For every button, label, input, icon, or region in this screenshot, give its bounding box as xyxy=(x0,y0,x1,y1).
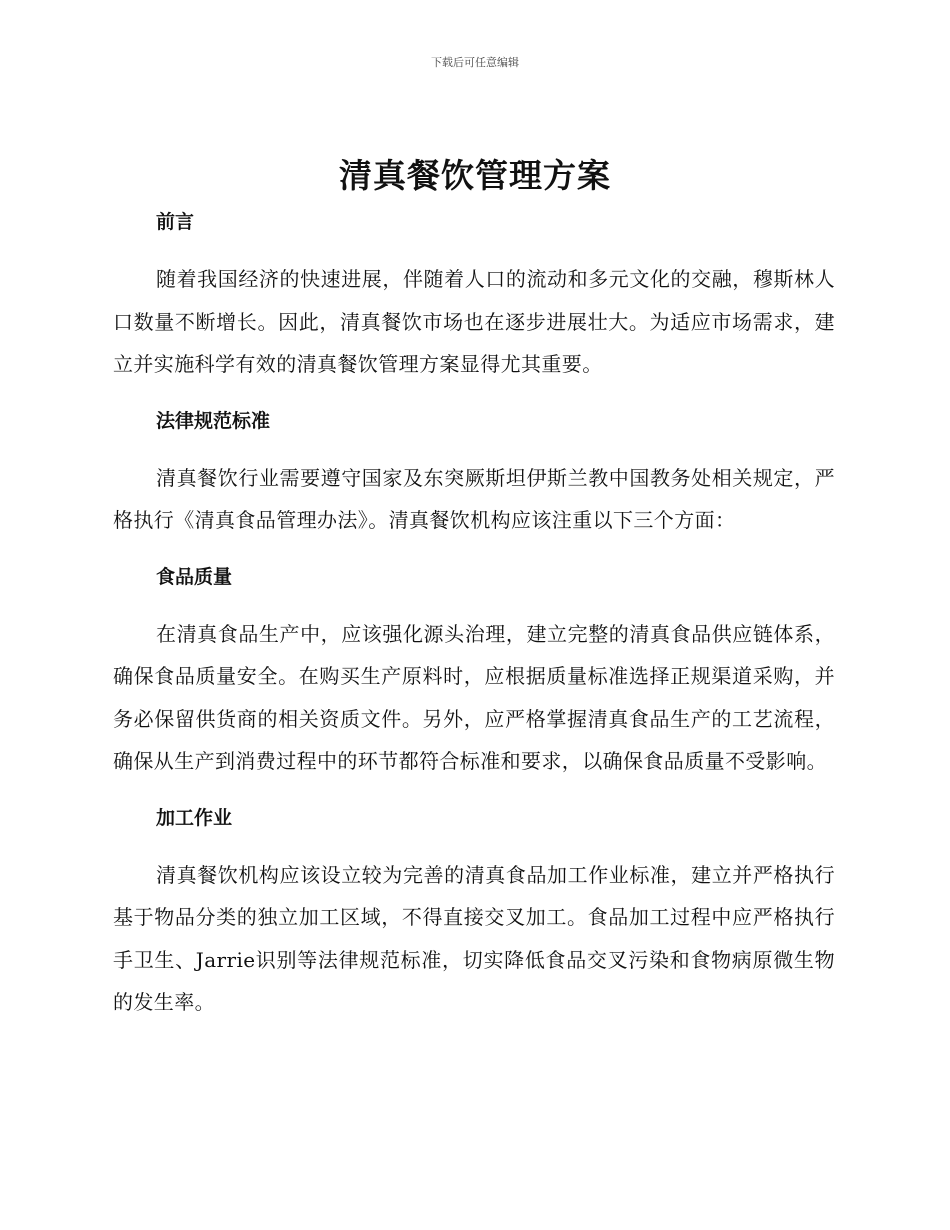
section-preface xyxy=(113,208,835,386)
page-header-note: 下载后可任意编辑 xyxy=(431,56,519,69)
section-paragraph: 随着我国经济的快速进展，伴随着人口的流动和多元文化的交融，穆斯林人口数量不断增长。因此，清真餐饮市场也在逐步进展壮大。为适应市场需求，建立并实施科学有效的清真餐饮管理方案显得尤其重要。 xyxy=(113,267,835,376)
section-paragraph: 清真餐饮机构应该设立较为完善的清真食品加工作业标准，建立并严格执行基于物品分类的独立加工区域，不得直接交叉加工。食品加工过程中应严格执行手卫生、Jarrie识别等法律规范标准，切实降低食品交叉污染和食物病原微生物的发生率。 xyxy=(113,862,835,1014)
document-body xyxy=(113,208,835,1024)
section-heading: 加工作业 xyxy=(156,806,233,829)
section-food-quality xyxy=(113,563,835,783)
section-paragraph: 在清真食品生产中，应该强化源头治理，建立完整的清真食品供应链体系，确保食品质量安全。在购买生产原料时，应根据质量标准选择正规渠道采购，并务必保留供货商的相关资质文件。另外，应严格掌握清真食品生产的工艺流程，确保从生产到消费过程中的环节都符合标准和要求，以确保食品质量不受影响。 xyxy=(113,621,835,773)
section-heading: 法律规范标准 xyxy=(156,409,271,432)
section-legal-standards xyxy=(113,407,835,542)
document-title: 清真餐饮管理方案 xyxy=(339,156,611,195)
section-heading: 前言 xyxy=(156,211,195,233)
section-paragraph: 清真餐饮行业需要遵守国家及东突厥斯坦伊斯兰教中国教务处相关规定，严格执行《清真食品管理办法》。清真餐饮机构应该注重以下三个方面： xyxy=(113,465,835,532)
section-heading: 食品质量 xyxy=(156,565,233,588)
section-processing xyxy=(113,804,835,1024)
